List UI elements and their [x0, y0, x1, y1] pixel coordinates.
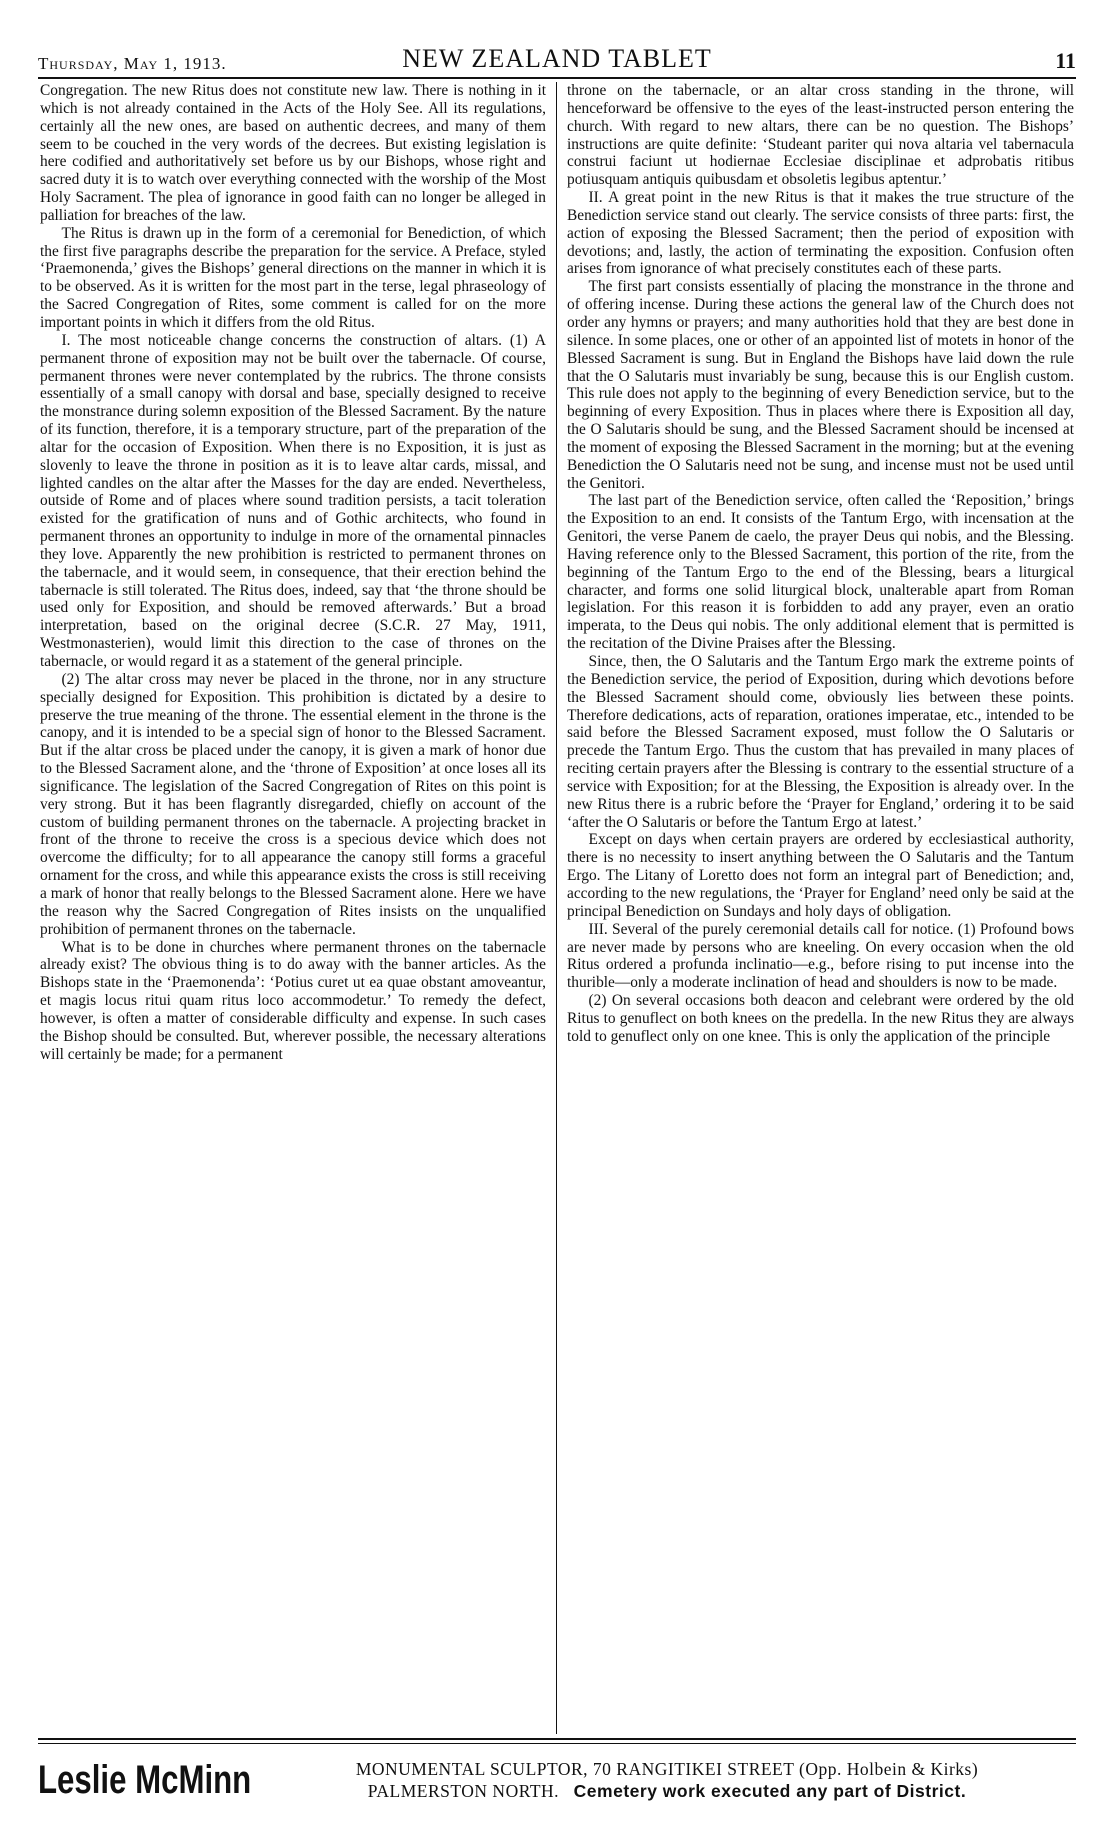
paragraph: The first part consists essentially of placing the monstrance in the throne and of offering incense. During these actions the general law of the Church does not order any hymns or prayers; and many authorities hold that they are best done in silence. In some places, one or other of an appointed list of motets in honor of the Blessed Sacrament is sung. But in England the Bishops have laid down the rule that the O Salutaris must invariably be sung, because this is our English custom. This rule does not apply to the beginning of every Benediction service, but to the beginning of every Exposition. Thus in places where there is Exposition all day, the O Salutaris should be sung, and the Blessed Sacrament should be incensed at the moment of exposing the Blessed Sacrament in the morning; but at the evening Benediction the O Salutaris need not be sung, and incense must not be used until the Genitori.	[567, 278, 1074, 492]
paragraph: II. A great point in the new Ritus is that it makes the true structure of the Benediction service stand out clearly. The service consists of three parts: first, the action of exposing the Blessed Sacrament; then the period of exposition with devotions; and, lastly, the action of terminating the exposition. Confusion often arises from ignorance of what precisely constitutes each of these parts.	[567, 189, 1074, 278]
paragraph: (2) On several occasions both deacon and celebrant were ordered by the old Ritus to genuflect on both knees on the predella. In the new Ritus they are always told to genuflect only on one knee. This is only the application of the principle	[567, 992, 1074, 1045]
page-header	[38, 40, 1076, 74]
header-title: NEW ZEALAND TABLET	[402, 44, 712, 73]
header-date: Thursday, May 1, 1913.	[38, 54, 227, 73]
paragraph: What is to be done in churches where permanent thrones on the tabernacle already exist? The obvious thing is to do away with the banner articles. As the Bishops state in the ‘Praemonenda’: ‘Potius curet ut ea quae obstant amoveantur, et magis locus ritui quam ritus loco accommodetur.’ To remedy the defect, however, is often a matter of considerable difficulty and expense. In such cases the Bishop should be consulted. But, wherever possible, the necessary alterations will certainly be made; for a permanent	[40, 938, 546, 1063]
paragraph: throne on the tabernacle, or an altar cross standing in the throne, will henceforward be offensive to the eyes of the least-instructed person entering the church. With regard to new altars, there can be no question. The Bishops’ instructions are quite definite: ‘Studeant pariter qui nova altaria vel tabernacula construi faciunt ut hodiernae Ecclesiae disciplinae et adprobatis ritibus potiusquam antiquis quibusdam et obsoletis legibus aptentur.’	[567, 82, 1074, 189]
paragraph: The last part of the Benediction service, often called the ‘Reposition,’ brings the Exposition to an end. It consists of the Tantum Ergo, with incensation at the Genitori, the verse Panem de caelo, the prayer Deus qui nobis, and the Blessing. Having reference only to the Blessed Sacrament, this portion of the rite, from the beginning of the Tantum Ergo to the end of the Blessing, bears a liturgical character, and forms one solid liturgical block, unalterable apart from Roman legislation. For this reason it is forbidden to add any prayer, even an oratio imperata, to the Deus qui nobis. The only additional element that is permitted is the recitation of the Divine Praises after the Blessing.	[567, 492, 1074, 653]
article-columns	[38, 82, 1076, 1734]
header-rule	[38, 77, 1076, 79]
advertisement-text	[258, 1758, 1076, 1802]
footer-rule-thin	[38, 1743, 1076, 1744]
footer-rule	[38, 1738, 1076, 1740]
paragraph: The Ritus is drawn up in the form of a ceremonial for Benediction, of which the first five paragraphs describe the preparation for the service. A Preface, styled ‘Praemonenda,’ gives the Bishops’ general directions on the manner in which it is to be observed. As it is written for the most part in the terse, legal phraseology of the Sacred Congregation of Rites, some comment is called for on the more important points in which it differs from the old Ritus.	[40, 224, 546, 331]
advertisement-place: PALMERSTON NORTH.	[367, 1781, 560, 1801]
paragraph: (2) The altar cross may never be placed in the throne, nor in any structure specially designed for Exposition. This prohibition is dictated by a desire to preserve the true meaning of the throne. The essential element in the throne is the canopy, and it is intended to be a special sign of honor to the Blessed Sacrament. But if the altar cross be placed under the canopy, it is given a mark of honor due to the Blessed Sacrament alone, and the ‘throne of Exposition’ at once loses all its significance. The legislation of the Sacred Congregation of Rites on this point is very strong. But it has been flagrantly disregarded, chiefly on account of the custom of building permanent thrones on the tabernacle. A projecting bracket in front of the throne to receive the cross is a specious device which does not overcome the difficulty; for to all appearance the canopy still forms a graceful ornament for the cross, and while this appearance exists the cross is still receiving a mark of honor that really belongs to the Blessed Sacrament alone. Here we have the reason why the Sacred Congregation of Rites insists on the unqualified prohibition of permanent thrones on the tabernacle.	[40, 670, 546, 938]
paragraph: Except on days when certain prayers are ordered by ecclesiastical authority, there is no necessity to insert anything between the O Salutaris and the Tantum Ergo. The Litany of Loretto does not form an integral part of Benediction; and, according to the new regulations, the ‘Prayer for England’ need only be said at the principal Benediction on Sundays and holy days of obligation.	[567, 831, 1074, 920]
paragraph: Since, then, the O Salutaris and the Tantum Ergo mark the extreme points of the Benediction service, the period of Exposition, during which devotions before the Blessed Sacrament should come, obviously lies between these points. Therefore dedications, acts of reparation, orationes imperatae, etc., intended to be said before the Blessed Sacrament exposed, must follow the O Salutaris or precede the Tantum Ergo. Thus the custom that has prevailed in many places of reciting certain prayers after the Blessing is contrary to the essential structure of a service with Exposition; for at the Blessing, the Exposition is already over. In the new Ritus there is a rubric before the ‘Prayer for England,’ ordering it to be said ‘after the O Salutaris or before the Tantum Ergo at latest.’	[567, 653, 1074, 831]
right-column	[557, 82, 1076, 1734]
page-number: 11	[1055, 48, 1076, 73]
advertisement-note: Cemetery work executed any part of District.	[573, 1781, 967, 1801]
advertisement-line-2	[258, 1780, 1076, 1802]
paragraph: Congregation. The new Ritus does not constitute new law. There is nothing in it which is not already contained in the Acts of the Holy See. All its regulations, certainly all the new ones, are based on authentic decrees, and many of them seem to be couched in the very words of the decrees. But existing legislation is here codified and authoritatively set before us by our Bishops, whose right and sacred duty it is to watch over everything connected with the worship of the Most Holy Sacrament. The plea of ignorance in good faith can no longer be alleged in palliation for breaches of the law.	[40, 82, 546, 224]
advertisement-line-1: MONUMENTAL SCULPTOR, 70 RANGITIKEI STREET (Opp. Holbein & Kirks)	[355, 1759, 979, 1779]
paragraph: III. Several of the purely ceremonial details call for notice. (1) Profound bows are never made by persons who are kneeling. On every occasion when the old Ritus ordered a profunda inclinatio—e.g., before rising to put incense into the thurible—only a moderate inclination of head and shoulders is now to be made.	[567, 920, 1074, 992]
paragraph: I. The most noticeable change concerns the construction of altars. (1) A permanent throne of exposition may not be built over the tabernacle. Of course, permanent thrones were never contemplated by the rubrics. The throne consists essentially of a small canopy with dorsal and base, specially designed to receive the monstrance during solemn exposition of the Blessed Sacrament. By the nature of its function, therefore, it is a temporary structure, part of the preparation of the altar for the occasion of Exposition. When there is no Exposition, it is just as slovenly to leave the throne in position as it is to leave altar cards, missal, and lighted candles on the altar after the Masses for the day are ended. Nevertheless, outside of Rome and of places where sound tradition persists, a tacit toleration existed for the gratification of nuns and of Gothic architects, who found in permanent thrones an opportunity to indulge in more of the ornamental pinnacles they love. Apparently the new prohibition is restricted to permanent thrones on the tabernacle, and it would seem, in consequence, that their erection behind the tabernacle is still tolerated. The Ritus does, indeed, say that ‘the throne should be used only for Exposition, and should be removed afterwards.’ But a broad interpretation, based on the original decree (S.C.R. 27 May, 1911, Westmonasterien), would limit this direction to the case of thrones on the tabernacle, or would regard it as a statement of the general principle.	[40, 331, 546, 670]
advertiser-name: Leslie McMinn	[38, 1757, 252, 1802]
advertisement	[38, 1750, 1076, 1810]
left-column	[38, 82, 557, 1734]
